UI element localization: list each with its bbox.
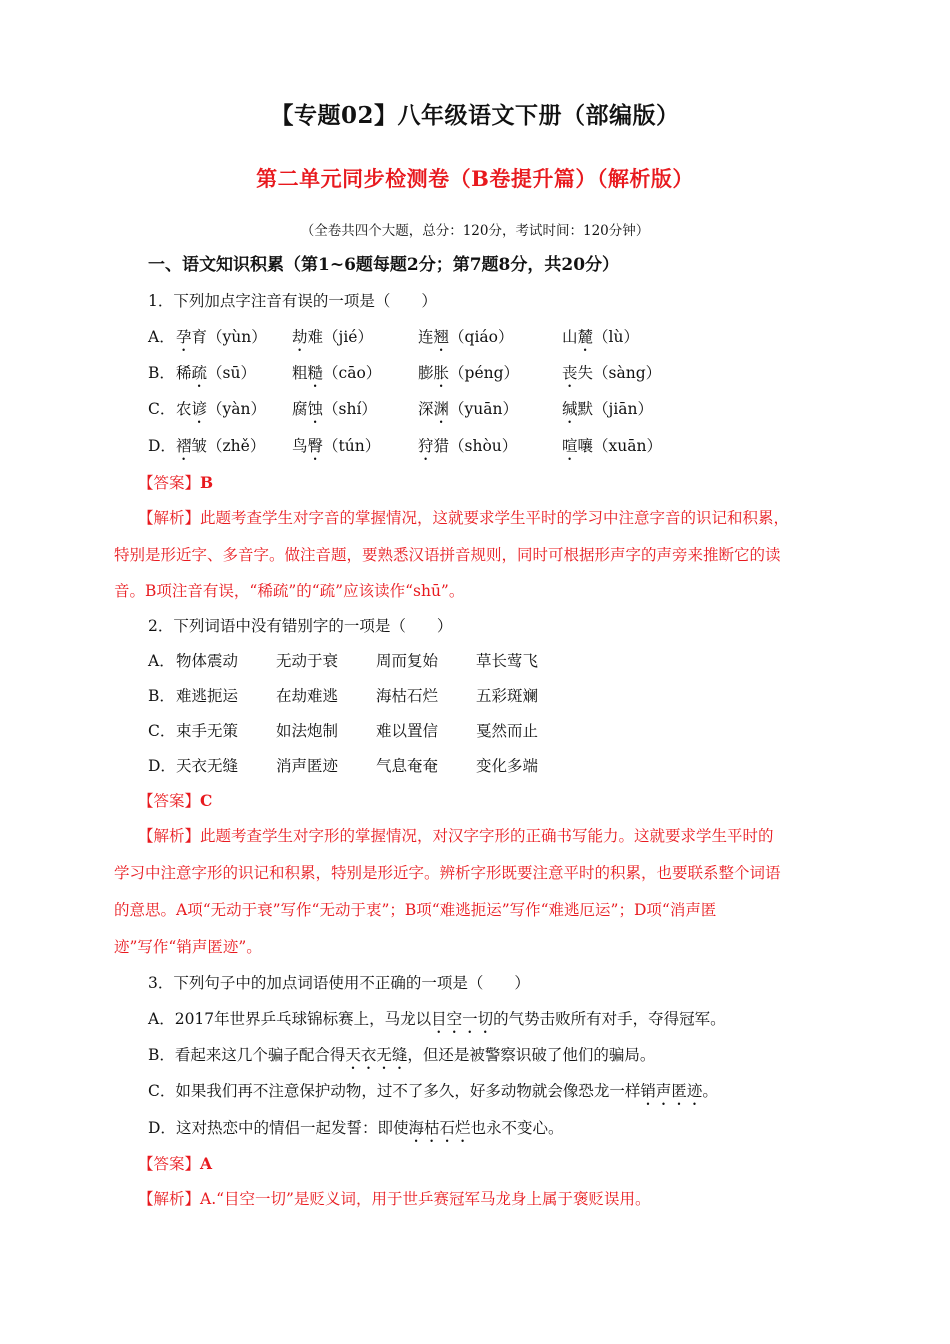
option-word: 天衣无缝 (176, 757, 239, 775)
item-pinyin: 难（jié） (307, 328, 373, 346)
option-item (418, 397, 518, 427)
sentence-post: 。 (702, 1082, 718, 1100)
answer-label: 【答案】 (138, 792, 201, 810)
item-pinyin: （shí） (323, 400, 377, 418)
item-text: 农 (176, 400, 192, 418)
item-pinyin: 育（yùn） (191, 328, 267, 346)
option-word: 物体震动 (176, 652, 239, 670)
dotted-char: 喧 (562, 437, 578, 455)
question-2-stem: 2．下列词语中没有错别字的一项是（ ） (148, 617, 453, 635)
question-2-analysis-line: 学习中注意字形的识记和积累，特别是形近字。辨析字形既要注意平时的积累，也要联系整个词语 (114, 864, 781, 882)
question-3-analysis-line: 【解析】A.“目空一切”是贬义词，用于世乒赛冠军马龙身上属于褒贬误用。 (138, 1190, 651, 1208)
option-sentence (148, 1116, 563, 1146)
question-1-answer (138, 471, 213, 493)
option-label: C． (148, 1082, 176, 1100)
document-subtitle: 第二单元同步检测卷（B卷提升篇）（解析版） (256, 166, 694, 191)
option-word: 五彩斑斓 (476, 687, 539, 705)
document-title: 【专题02】八年级语文下册（部编版） (270, 102, 680, 129)
sentence-pre: 2017年世界乒乓球锦标赛上，马龙以 (174, 1010, 432, 1028)
marked-phrase: 天衣无缝 (345, 1046, 408, 1064)
dotted-char: 渊 (433, 400, 450, 418)
question-2-analysis-line: 迹”写作“销声匿迹”。 (114, 938, 262, 956)
option-label: B． (148, 1046, 175, 1064)
sentence-pre: 这对热恋中的情侣一起发誓：即使 (175, 1119, 409, 1137)
option-item (292, 397, 377, 427)
item-pinyin: （sū） (207, 364, 256, 382)
option-item (292, 325, 373, 355)
dotted-char: 褶 (176, 437, 192, 455)
question-2-analysis-line: 【解析】此题考查学生对字形的掌握情况，对汉字字形的正确书写能力。这就要求学生平时的 (138, 827, 774, 845)
option-word: 气息奄奄 (376, 757, 439, 775)
option-label: A． (148, 328, 175, 346)
option-sentence (148, 1079, 718, 1109)
question-1-analysis-line: 特别是形近字、多音字。做注音题，要熟悉汉语拼音规则，同时可根据形声字的声旁来推断它的读 (114, 546, 781, 564)
option-word: 消声匿迹 (276, 757, 339, 775)
option-label: A． (148, 652, 175, 670)
question-2-analysis-line: 的意思。A项“无动于衰”写作“无动于衷”；B项“难逃扼运”写作“难逃厄运”；D项“消声匿 (114, 901, 717, 919)
item-pinyin: 失（sàng） (577, 364, 662, 382)
dotted-char: 劫 (292, 328, 308, 346)
option-sentence (148, 1043, 655, 1073)
option-item (176, 361, 256, 391)
item-text: 粗 (292, 364, 308, 382)
question-3-stem: 3．下列句子中的加点词语使用不正确的一项是（ ） (148, 974, 530, 992)
option-label: C． (148, 400, 176, 418)
option-word: 海枯石烂 (376, 687, 439, 705)
sentence-pre: 看起来这几个骗子配合得 (174, 1046, 346, 1064)
option-word: 戛然而止 (476, 722, 539, 740)
question-2-answer (138, 789, 212, 811)
option-item (418, 325, 513, 355)
option-item (562, 325, 639, 355)
sentence-pre: 如果我们再不注意保护动物，过不了多久，好多动物就会像恐龙一样 (175, 1082, 641, 1100)
item-pinyin: 嚷（xuān） (577, 437, 662, 455)
item-text: 山 (562, 328, 578, 346)
option-word: 周而复始 (376, 652, 439, 670)
option-label: A． (148, 1010, 175, 1028)
dotted-char: 丧 (562, 364, 578, 382)
item-pinyin: （yuān） (449, 400, 518, 418)
option-word: 难以置信 (376, 722, 439, 740)
option-label: B． (148, 364, 175, 382)
option-label: B． (148, 687, 175, 705)
option-word: 在劫难逃 (276, 687, 339, 705)
exam-note: （全卷共四个大题，总分：120分，考试时间：120分钟） (300, 223, 650, 239)
option-item (562, 434, 662, 464)
option-item (292, 434, 380, 464)
item-pinyin: （cāo） (323, 364, 382, 382)
dotted-char: 麓 (577, 328, 594, 346)
item-pinyin: （yàn） (207, 400, 267, 418)
option-item (562, 361, 661, 391)
answer-label: 【答案】 (138, 1155, 201, 1173)
option-word: 无动于衰 (276, 652, 339, 670)
item-text: 稀 (176, 364, 192, 382)
option-label: D． (148, 437, 176, 455)
option-word: 变化多端 (476, 757, 539, 775)
item-text: 鸟 (292, 437, 308, 455)
item-pinyin: （qiáo） (449, 328, 514, 346)
dotted-char: 糙 (307, 364, 324, 382)
item-pinyin: 默（jiān） (577, 400, 654, 418)
answer-value: B (200, 473, 214, 492)
item-pinyin: （tún） (323, 437, 381, 455)
marked-phrase: 目空一切 (431, 1010, 494, 1028)
question-1-stem: 1．下列加点字注音有误的一项是（ ） (148, 292, 437, 310)
option-word: 如法炮制 (276, 722, 339, 740)
option-item (176, 434, 265, 464)
item-pinyin: （lù） (593, 328, 639, 346)
section-1-heading: 一、语文知识积累（第1~6题每题2分；第7题8分，共20分） (148, 255, 620, 275)
sentence-post: ，但还是被警察识破了他们的骗局。 (407, 1046, 656, 1064)
dotted-char: 臀 (307, 437, 324, 455)
option-item (176, 397, 266, 427)
item-text: 膨 (418, 364, 434, 382)
dotted-char: 谚 (191, 400, 208, 418)
sentence-post: 也永不变心。 (470, 1119, 564, 1137)
option-sentence (148, 1007, 726, 1037)
dotted-char: 胀 (433, 364, 450, 382)
option-item (562, 397, 653, 427)
dotted-char: 孕 (176, 328, 192, 346)
dotted-char: 翘 (433, 328, 450, 346)
item-pinyin: 皱（zhě） (191, 437, 266, 455)
item-text: 连 (418, 328, 434, 346)
answer-value: A (200, 1154, 213, 1173)
option-word: 草长莺飞 (476, 652, 539, 670)
option-item (176, 325, 267, 355)
item-text: 腐 (292, 400, 308, 418)
question-3-answer (138, 1152, 212, 1174)
marked-phrase: 销声匿迹 (640, 1082, 703, 1100)
dotted-char: 蚀 (307, 400, 324, 418)
item-text: 深 (418, 400, 434, 418)
dotted-char: 缄 (562, 400, 578, 418)
sentence-post: 的气势击败所有对手，夺得冠军。 (493, 1010, 726, 1028)
answer-label: 【答案】 (138, 474, 201, 492)
question-1-analysis-line: 音。B项注音有误，“稀疏”的“疏”应该读作“shū”。 (114, 582, 465, 600)
option-label: D． (148, 1119, 176, 1137)
option-word: 束手无策 (176, 722, 239, 740)
item-pinyin: （péng） (449, 364, 520, 382)
option-item (292, 361, 381, 391)
option-label: D． (148, 757, 176, 775)
question-1-analysis-line: 【解析】此题考查学生对字音的掌握情况，这就要求学生平时的学习中注意字音的识记和积累， (138, 509, 790, 527)
dotted-char: 狩 (418, 437, 434, 455)
option-word: 难逃扼运 (176, 687, 239, 705)
marked-phrase: 海枯石烂 (408, 1119, 471, 1137)
option-item (418, 361, 519, 391)
option-item (418, 434, 517, 464)
dotted-char: 疏 (191, 364, 208, 382)
item-pinyin: 猎（shòu） (433, 437, 518, 455)
option-label: C． (148, 722, 176, 740)
answer-value: C (200, 791, 213, 810)
